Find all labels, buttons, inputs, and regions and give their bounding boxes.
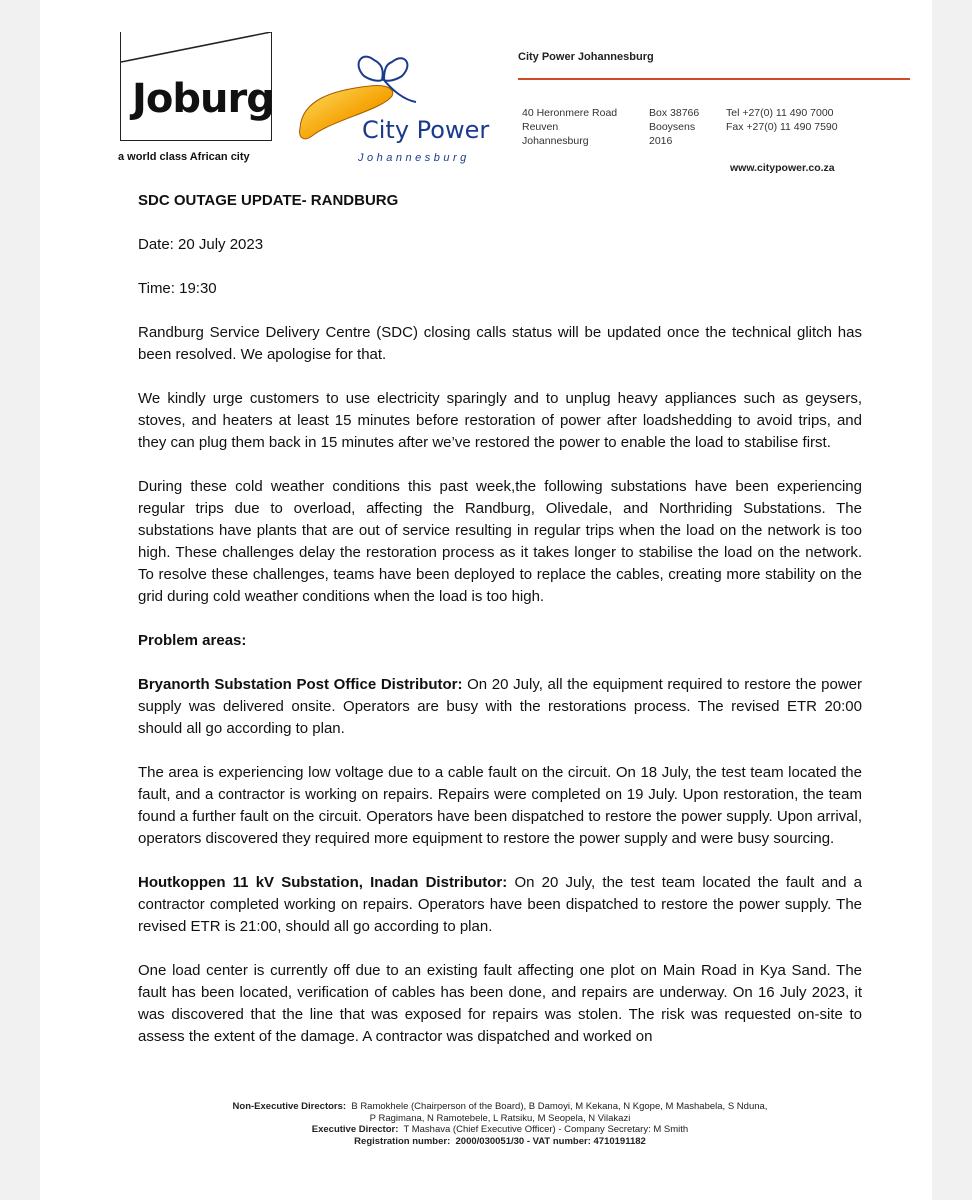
- address-line: Box 38766: [649, 107, 700, 119]
- problem-item-houtkoppen: [138, 872, 862, 938]
- problem-item-label: Houtkoppen 11 kV Substation, Inadan Distributor:: [138, 874, 508, 891]
- tagline: a world class African city: [118, 151, 250, 163]
- problem-item-bryanorth: [138, 674, 862, 740]
- document-date: Date: 20 July 2023: [138, 236, 264, 253]
- company-name: City Power Johannesburg: [518, 51, 654, 63]
- footer-directors: [140, 1101, 860, 1113]
- city-power-logo-text: City Power: [362, 116, 490, 144]
- paragraph-low-voltage: The area is experiencing low voltage due to a cable fault on the circuit. On 18 July, the test team located the fault, and a contractor is working on repairs. Repairs were completed on 19 July. Upon restoration, the team found a further fault on the circuit. Operators have been dispatched to restore the power supply. Upon arrival, operators discovered they required more equipment to restore the power supply and were busy sourcing.: [138, 764, 862, 847]
- footer-label: Executive Director:: [311, 1124, 399, 1135]
- website-link[interactable]: www.citypower.co.za: [730, 162, 835, 174]
- joburg-logo-text: Joburg: [132, 76, 274, 122]
- footer-label: Registration number:: [354, 1135, 451, 1147]
- address-street: [522, 106, 617, 148]
- footer-directors-cont: P Ragimana, N Ramotebele, L Ratsiku, M Seopela, N Vilakazi: [369, 1112, 631, 1124]
- address-line: Booysens: [649, 121, 696, 133]
- address-postal: [649, 106, 699, 148]
- footer-text: 2000/030051/30 - VAT number: 4710191182: [455, 1135, 646, 1147]
- document-time: Time: 19:30: [138, 280, 217, 297]
- phone-number: Tel +27(0) 11 490 7000: [726, 107, 834, 119]
- footer-text: T Mashava (Chief Executive Officer) - Company Secretary: M Smith: [403, 1124, 689, 1135]
- footer-executive: [140, 1124, 860, 1136]
- address-line: Reuven: [522, 121, 559, 133]
- problem-areas-heading-text: Problem areas:: [138, 632, 247, 649]
- problem-item-label: Bryanorth Substation Post Office Distributor:: [138, 676, 463, 693]
- paragraph-kya-sand: One load center is currently off due to an existing fault affecting one plot on Main Road in Kya Sand. The fault has been located, verification of cables has been done, and repairs are underway. On 16 July 2023, it was discovered that the line that was exposed for repairs was stolen. The risk was requested on-site to assess the extent of the damage. A contractor was dispatched and worked on: [138, 962, 862, 1045]
- document-page: [40, 0, 932, 1200]
- paragraph-customer-advice: We kindly urge customers to use electricity sparingly and to unplug heavy appliances such as geysers, stoves, and heaters at least 15 minutes before restoration of power after loadshedding to avoid trips, and they can plug them back in 15 minutes after we’ve restored the power to enable the load to stabilise first.: [138, 390, 862, 451]
- document-title: SDC OUTAGE UPDATE- RANDBURG: [138, 192, 399, 209]
- address-line: 2016: [649, 135, 673, 147]
- address-line: Johannesburg: [522, 135, 589, 147]
- address-contact: [726, 106, 838, 134]
- problem-areas-heading: [138, 630, 862, 652]
- paragraph-cold-weather: During these cold weather conditions this past week,the following substations have been experiencing regular trips due to overload, affecting the Randburg, Olivedale, and Northriding Substations. The substations have plants that are out of service resulting in regular trips when the load on the network is too high. These challenges delay the restoration process as it takes longer to stabilise the load on the network. To resolve these challenges, teams have been deployed to replace the cables, creating more stability on the grid during cold weather conditions when the load is too high.: [138, 478, 862, 605]
- footer-registration: [140, 1136, 860, 1148]
- document-body: [138, 190, 862, 1048]
- city-power-logo-subtext: Johannesburg: [358, 152, 470, 164]
- problem-item-text: On 20 July, the test team located the fault and a contractor completed working on repairs. Operators have been dispatched to restore the power supply. The revised ETR is 21:00, should all go according to plan.: [138, 874, 862, 935]
- footer-label: Non-Executive Directors:: [232, 1101, 347, 1112]
- footer-text: B Ramokhele (Chairperson of the Board), B Damoyi, M Kekana, N Kgope, M Mashabela, S Nduna,: [351, 1101, 768, 1112]
- problem-item-text: On 20 July, all the equipment required to restore the power supply was delivered onsite. Operators are busy with the restorations process. The revised ETR 20:00 should all go according to plan.: [138, 676, 863, 737]
- fax-number: Fax +27(0) 11 490 7590: [726, 121, 838, 133]
- paragraph-sdc-status: Randburg Service Delivery Centre (SDC) closing calls status will be updated once the technical glitch has been resolved. We apologise for that.: [138, 324, 862, 363]
- header-rule: [518, 78, 910, 80]
- footer: [140, 1101, 860, 1147]
- address-line: 40 Heronmere Road: [522, 107, 618, 119]
